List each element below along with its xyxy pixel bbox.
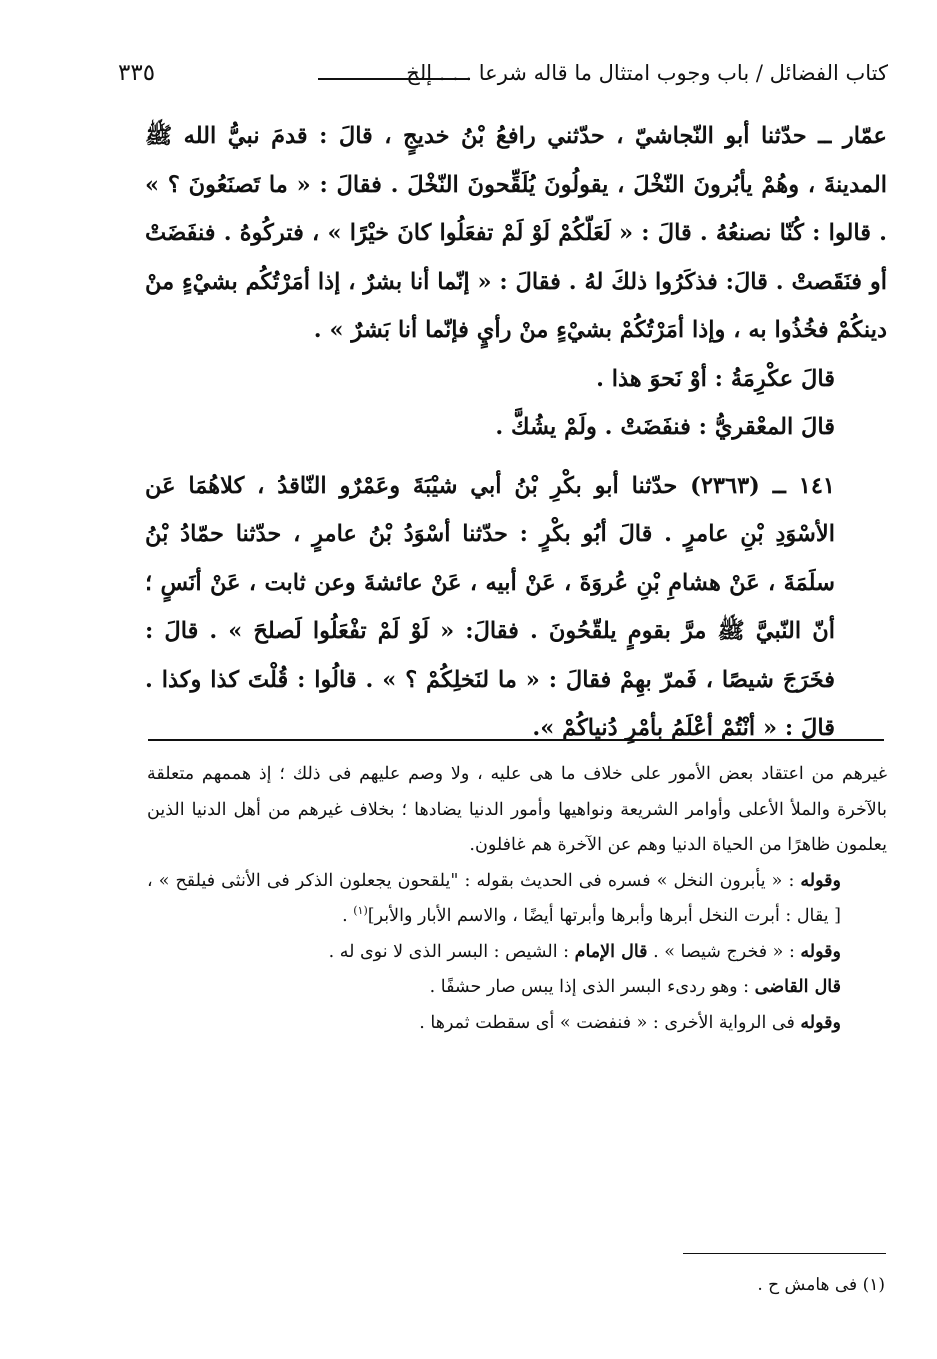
footnote: (١) فى هامش ح . xyxy=(757,1275,885,1295)
commentary xyxy=(147,757,887,1041)
hadith-text xyxy=(145,112,887,753)
commentary-label: قال الإمام xyxy=(574,941,648,962)
commentary-text: : الشيص : البسر الذى لا نوى له . xyxy=(328,941,575,962)
commentary-text: : « يأبرون النخل » فسره فى الحديث بقوله : "يلقحون يجعلون الذكر فى الأنثى فيلقح » ، [ يقال : أبرت النخل أبرها وأبرها وأبرتها أيضًا ، والاسم الأبار والأبر] xyxy=(147,870,841,926)
running-title: كتاب الفضائل / باب وجوب امتثال ما قاله شرعا . . . إلخ xyxy=(406,61,888,85)
commentary-label: وقوله xyxy=(800,941,841,962)
commentary-paragraph xyxy=(147,935,887,971)
commentary-text: فى الرواية الأخرى : « فنفضت » أى سقطت ثمرها . xyxy=(419,1012,801,1033)
page-header xyxy=(118,58,888,92)
commentary-text: : وهو ردىء البسر الذى إذا يبس صار حشفًا . xyxy=(429,977,755,997)
hadith-paragraph: عمّار ــ حدّثنا أبو النّجاشيّ ، حدّثني رافعُ بْنُ خديجٍ ، قالَ : قدمَ نبيُّ الله ﷺ المدينةَ ، وهُمْ يأبُرونَ النّخْلَ ، يقولُونَ يُلَقِّحونَ النّخْلَ . فقالَ : « ما تَصنَعُونَ ؟ » . قالوا : كُنّا نصنعُهُ . قالَ : « لَعَلّكُمْ لَوْ لَمْ تفعَلُوا كانَ خيْرًا » ، فتركُوهُ . فنفَضَتْ أو فنَقَصتْ . قالَ: فذكَرُوا ذلكَ لهُ . فقالَ : « إنّما أنا بشرٌ ، إذا أمَرْتُكُم بشيْءٍ منْ دينكُمْ فخُذُوا به ، وإذا أمَرْتُكُمْ بشيْءٍ منْ رأيٍ فإنّما أنا بَشرٌ » . xyxy=(145,123,887,343)
commentary-label: وقوله xyxy=(800,1012,841,1033)
hadith-paragraph: ١٤١ ــ (٢٣٦٣) حدّثنا أبو بكْرِ بْنُ أبي شيْبَةَ وعَمْرٌو النّاقدُ ، كلاهُمَا عَن الأسْوَدِ بْنِ عامرٍ . قالَ أبُو بكْرٍ : حدّثنا أسْوَدُ بْنُ عامرٍ ، حدّثنا حمّادُ بْنُ سلَمَةَ ، عَنْ هشامِ بْنِ عُروَةَ ، عَنْ أبيه ، عَنْ عائشةَ وعن ثابت ، عَنْ أنَسٍ ؛ أنّ النّبيَّ ﷺ مرَّ بقومٍ يلقّحُونَ . فقالَ: « لَوْ لَمْ تفْعَلُوا لَصلحَ » . قالَ : فخَرَجَ شيصًا ، فَمرّ بهِمْ فقالَ : « ما لنَخلِكُمْ ؟ » . قالُوا : قُلْتَ كذا وكذا . قالَ : « أنْتُمْ أعْلَمُ بأمْرِ دُنياكُمْ ». xyxy=(145,472,836,741)
commentary-text: : « فخرج شيصا » . xyxy=(647,941,801,962)
commentary-separator xyxy=(148,739,884,741)
commentary-label: قال القاضى xyxy=(754,977,841,997)
footnote-rule xyxy=(683,1253,886,1254)
page-number: ٣٣٥ xyxy=(118,60,156,86)
commentary-label: وقوله xyxy=(800,870,841,891)
commentary-paragraph xyxy=(147,1006,887,1042)
footnote-ref: (١) xyxy=(353,904,368,918)
commentary-paragraph: غيرهم من اعتقاد بعض الأمور على خلاف ما هى عليه ، ولا وصم عليهم فى ذلك ؛ إذ هممهم متعلقة بالآخرة والملأ الأعلى وأوامر الشريعة ونواهيها وأمور الدنيا يضادها ؛ بخلاف غيرهم من أهل الدنيا الذين يعلمون ظاهرًا من الحياة الدنيا وهم عن الآخرة هم غافلون. xyxy=(147,764,887,855)
narrator-note: قالَ عكْرِمَةُ : أوْ نَحوَ هذا . xyxy=(596,365,835,392)
commentary-paragraph xyxy=(147,864,887,935)
commentary-text: . xyxy=(342,906,354,926)
narrator-note: قالَ المعْقريُّ : فنفَضَتْ . ولَمْ يشُكَّ . xyxy=(495,414,835,440)
commentary-paragraph xyxy=(147,970,887,1006)
